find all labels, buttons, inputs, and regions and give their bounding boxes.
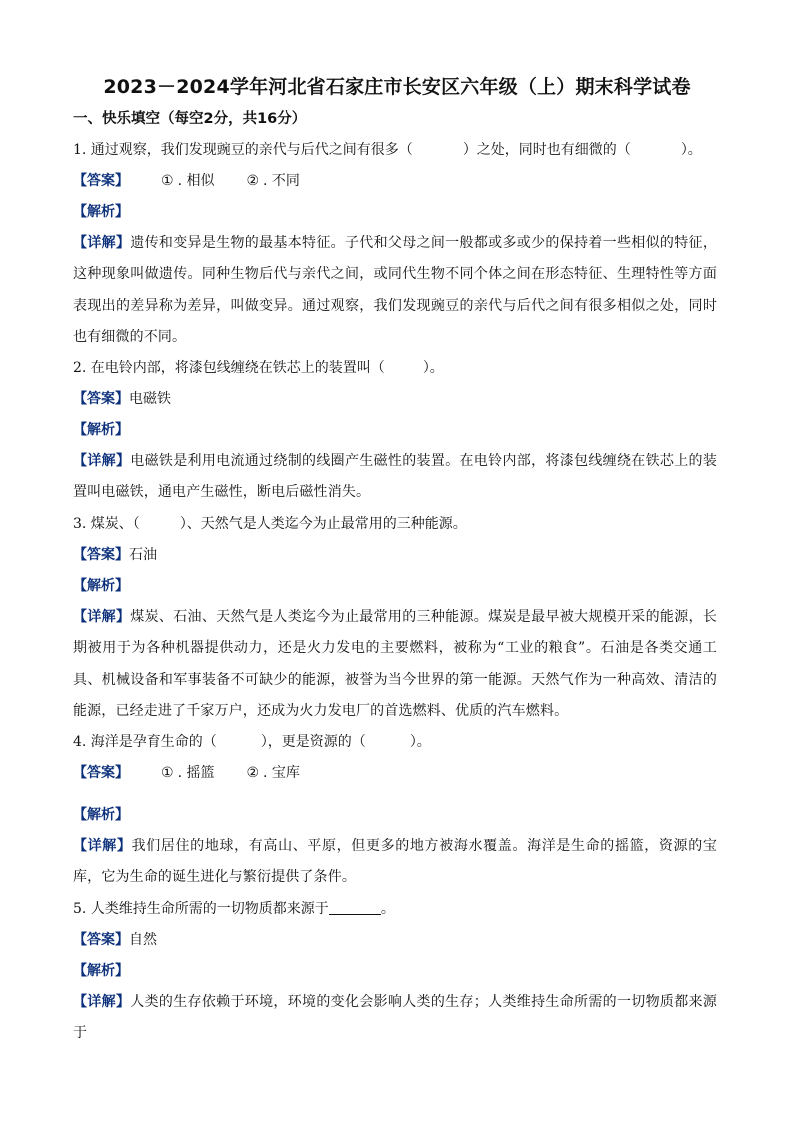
answer-4: 【答案】 ① . 摇篮 ② . 宝库 bbox=[73, 765, 300, 781]
detail-tag: 【详解】 bbox=[73, 838, 132, 854]
detail-5: 【详解】人类的生存依赖于环境，环境的变化会影响人类的生存；人类维持生命所需的一切物质都来源于 bbox=[73, 994, 717, 1042]
detail-3: 【详解】煤炭、石油、天然气是人类迄今为止最常用的三种能源。煤炭是最早被大规模开采的能源，长期被用于为各种机器提供动力，还是火力发电的主要燃料，被称为“工业的粮食”。石油是各类交通工具、机械设备和军事装备不可缺少的能源，被誉为当今世界的第一能源。天然气作为一种高效、清洁的能源，已经走进了千家万户，还成为火力发电厂的首选燃料、优质的汽车燃料。 bbox=[73, 609, 717, 719]
analysis-1 bbox=[73, 203, 721, 221]
analysis-tag: 【解析】 bbox=[73, 963, 129, 979]
detail-tag: 【详解】 bbox=[73, 235, 131, 251]
analysis-4 bbox=[73, 806, 721, 824]
analysis-tag: 【解析】 bbox=[73, 422, 129, 438]
detail-4: 【详解】我们居住的地球，有高山、平原，但更多的地方被海水覆盖。海洋是生命的摇篮，资源的宝库，它为生命的诞生进化与繁衍提供了条件。 bbox=[73, 838, 717, 886]
analysis-3 bbox=[73, 577, 721, 595]
answer-5: 【答案】自然 bbox=[73, 932, 157, 948]
analysis-tag: 【解析】 bbox=[73, 204, 129, 220]
analysis-5 bbox=[73, 962, 721, 980]
answer-tag: 【答案】 bbox=[73, 173, 129, 189]
question-2: 2. 在电铃内部，将漆包线缠绕在铁芯上的装置叫（ ）。 bbox=[73, 360, 444, 376]
detail-tag: 【详解】 bbox=[73, 994, 131, 1010]
section-heading: 一、快乐填空（每空2分，共16分） bbox=[73, 111, 307, 127]
question-5: 5. 人类维持生命所需的一切物质都来源于 。 bbox=[73, 901, 395, 917]
answer-tag: 【答案】 bbox=[73, 391, 129, 407]
analysis-2 bbox=[73, 421, 721, 439]
analysis-tag: 【解析】 bbox=[73, 807, 129, 823]
detail-1: 【详解】遗传和变异是生物的最基本特征。子代和父母之间一般都或多或少的保持着一些相似的特征，这种现象叫做遗传。同种生物后代与亲代之间，或同代生物不同个体之间在形态特征、生理特性等方面表现出的差异称为差异，叫做变异。通过观察，我们发现豌豆的亲代与后代之间有很多相似之处，同时也有细微的不同。 bbox=[73, 235, 717, 345]
detail-2: 【详解】电磁铁是利用电流通过绕制的线圈产生磁性的装置。在电铃内部，将漆包线缠绕在铁芯上的装置叫电磁铁，通电产生磁性，断电后磁性消失。 bbox=[73, 453, 717, 501]
answer-tag: 【答案】 bbox=[73, 932, 129, 948]
analysis-tag: 【解析】 bbox=[73, 578, 129, 594]
answer-3: 【答案】石油 bbox=[73, 547, 157, 563]
fill-blank bbox=[329, 900, 381, 915]
detail-tag: 【详解】 bbox=[73, 453, 131, 469]
detail-tag: 【详解】 bbox=[73, 609, 131, 625]
answer-1: 【答案】 ① . 相似 ② . 不同 bbox=[73, 173, 300, 189]
question-1: 1. 通过观察，我们发现豌豆的亲代与后代之间有很多（ ）之处，同时也有细微的（ ）。 bbox=[73, 142, 702, 158]
answer-tag: 【答案】 bbox=[73, 765, 129, 781]
page-title: 2023－2024学年河北省石家庄市长安区六年级（上）期末科学试卷 bbox=[103, 76, 691, 98]
question-4: 4. 海洋是孕育生命的（ ），更是资源的（ ）。 bbox=[73, 734, 431, 750]
answer-2: 【答案】电磁铁 bbox=[73, 391, 171, 407]
answer-tag: 【答案】 bbox=[73, 547, 129, 563]
question-3: 3. 煤炭、（ ）、天然气是人类迄今为止最常用的三种能源。 bbox=[73, 516, 467, 532]
